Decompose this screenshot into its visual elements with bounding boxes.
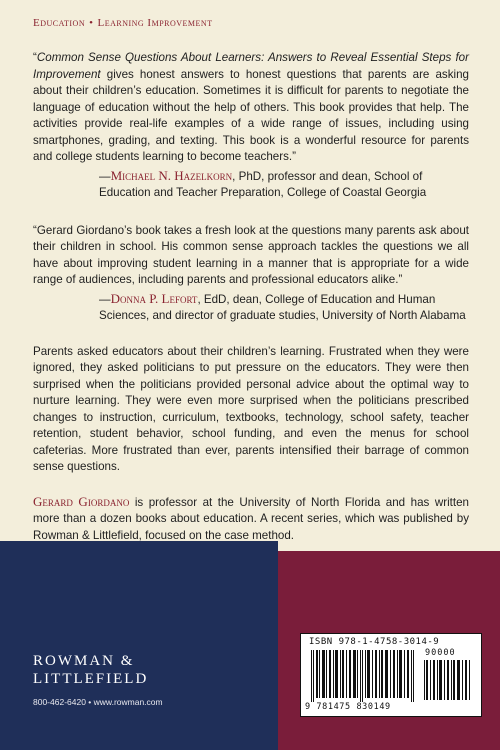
addon-barcode-bars [423, 660, 473, 700]
subcategory-label: Learning Improvement [97, 17, 213, 29]
ean-barcode-bars [309, 650, 419, 702]
publisher-name-line-2: LITTLEFIELD [33, 671, 149, 687]
price-addon-number: 90000 [425, 648, 456, 658]
endorser-name-2: Donna P. Lefort [110, 290, 198, 306]
endorsement-attribution-2 [33, 291, 469, 324]
isbn-barcode [300, 633, 482, 717]
isbn-number: ISBN 978-1-4758-3014-9 [309, 637, 440, 647]
book-title: Common Sense Questions About Learners: Answers to Reveal Essential Steps for Improvement [33, 51, 469, 81]
author-name: Gerard Giordano [33, 493, 130, 509]
endorsement-quote-1 [33, 50, 469, 166]
endorser-credentials-2: , EdD, dean, College of Education and Human Sciences, and director of graduate studies, University of North Alabama [99, 292, 466, 322]
endorser-credentials-1: , PhD, professor and dean, School of Education and Teacher Preparation, College of Coastal Georgia [99, 169, 427, 199]
back-cover-text [33, 50, 469, 544]
author-bio [33, 494, 469, 545]
endorser-name-1: Michael N. Hazelkorn [110, 167, 233, 183]
attribution-dash: — [99, 292, 111, 306]
publisher-name-line-1: ROWMAN & [33, 653, 135, 669]
category-separator: • [89, 17, 94, 29]
publisher-logo [33, 652, 148, 688]
endorsement-quote-2: “Gerard Giordano’s book takes a fresh look at the questions many parents ask about their children in school. His common sense approach tackles the questions we all have about improving student learning in a manner that is appropriate for a wide range of audiences, including parents and professional educators alike.” [33, 223, 469, 286]
category-label: Education [33, 17, 86, 29]
book-description: Parents asked educators about their children’s learning. Frustrated when they were ignored, they asked politicians to put pressure on the educators. They were then surprised when the politicians provided personal advice about the optimal way to nurture learning. They were even more surprised when the politicians prescribed changes to instruction, curriculum, textbooks, technology, school safety, teacher retention, student behavior, school funding, and even the menus for school cafeterias. More frustrated than ever, parents intensified their barrage of common sense questions. [33, 344, 469, 473]
category-line [33, 17, 213, 29]
attribution-dash: — [99, 169, 111, 183]
navy-color-block [0, 541, 278, 750]
publisher-contact: 800-462-6420 • www.rowman.com [33, 697, 163, 707]
open-quote-mark: “ [33, 51, 37, 64]
author-bio-text: is professor at the University of North Florida and has written more than a dozen books about education. A recent series, which was published by Rowman & Littlefield, focused on the case method. [33, 495, 470, 542]
endorsement-attribution-1 [33, 168, 469, 201]
endorsement-text-1: gives honest answers to honest questions that parents are asking about their children’s education. Sometimes it is difficult for parents to negotiate the language of education without the help of others. This book provides that help. The activities provide real-life examples of a wide range of issues, including using smartphones, grading, and texting. This book is a wonderful resource for parents and college students learning to become teachers.” [33, 67, 469, 163]
barcode-digits: 9 781475 830149 [305, 702, 391, 712]
